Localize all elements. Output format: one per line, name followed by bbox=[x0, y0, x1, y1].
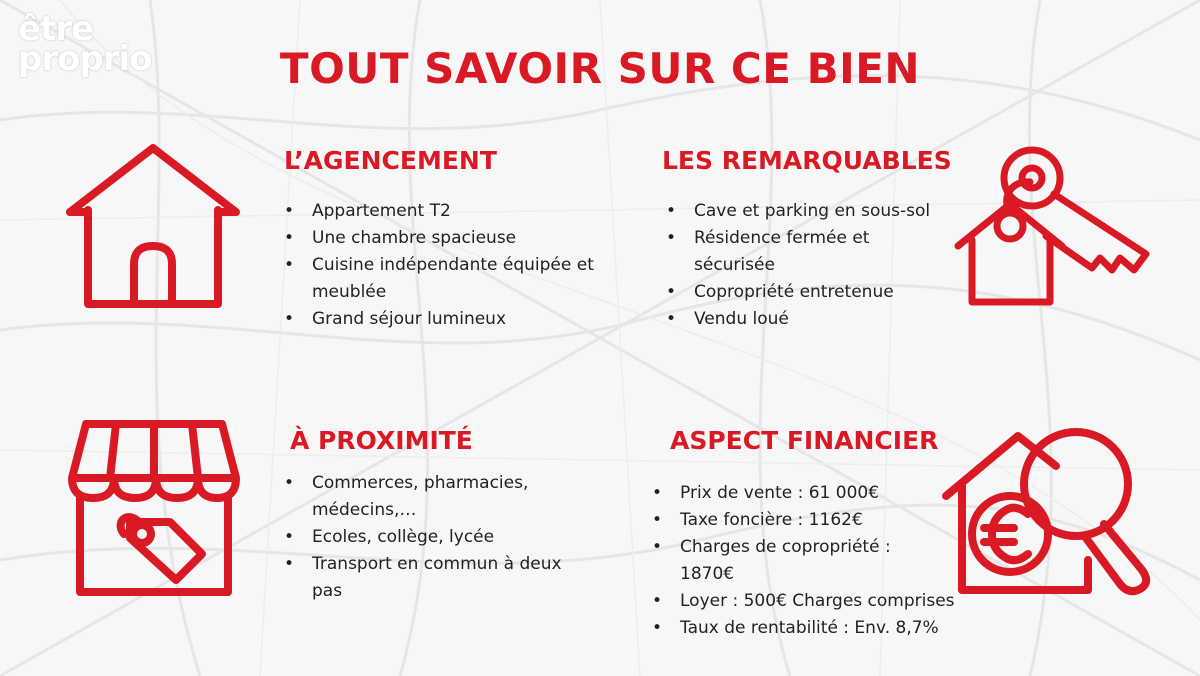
list-item: • Grand séjour lumineux bbox=[284, 306, 614, 333]
house-euro-search-icon bbox=[938, 420, 1164, 600]
logo-line2: proprio bbox=[18, 39, 152, 79]
shop-icon bbox=[66, 418, 242, 598]
list-agencement bbox=[284, 198, 614, 333]
list-item: • Commerces, pharmacies, médecins,… bbox=[284, 470, 562, 524]
section-title-financier: ASPECT FINANCIER bbox=[670, 426, 939, 455]
logo-line1: être bbox=[18, 9, 94, 49]
house-icon bbox=[62, 140, 244, 310]
page-title: TOUT SAVOIR SUR CE BIEN bbox=[279, 44, 921, 93]
section-title-remarquables: LES REMARQUABLES bbox=[662, 146, 952, 175]
list-item: • Ecoles, collège, lycée bbox=[284, 524, 594, 551]
list-item: • Prix de vente : 61 000€ bbox=[652, 480, 982, 507]
section-title-agencement: L’AGENCEMENT bbox=[284, 146, 497, 175]
list-item: • Transport en commun à deux pas bbox=[284, 551, 592, 605]
list-financier bbox=[652, 480, 982, 642]
list-item: • Taux de rentabilité : Env. 8,7% bbox=[652, 615, 982, 642]
list-item: • Résidence fermée et sécurisée bbox=[666, 225, 924, 279]
list-item: • Appartement T2 bbox=[284, 198, 614, 225]
list-item: • Une chambre spacieuse bbox=[284, 225, 614, 252]
list-item: • Copropriété entretenue bbox=[666, 279, 946, 306]
list-proximite bbox=[284, 470, 594, 605]
section-title-proximite: À PROXIMITÉ bbox=[290, 426, 473, 455]
list-item: • Taxe foncière : 1162€ bbox=[652, 507, 982, 534]
list-item: • Cuisine indépendante équipée et meublée bbox=[284, 252, 612, 306]
list-item: • Loyer : 500€ Charges comprises bbox=[652, 588, 982, 615]
list-item: • Cave et parking en sous-sol bbox=[666, 198, 946, 225]
list-remarquables bbox=[666, 198, 946, 333]
house-keys-icon bbox=[950, 140, 1160, 310]
list-item: • Charges de copropriété : 1870€ bbox=[652, 534, 930, 588]
list-item: • Vendu loué bbox=[666, 306, 946, 333]
